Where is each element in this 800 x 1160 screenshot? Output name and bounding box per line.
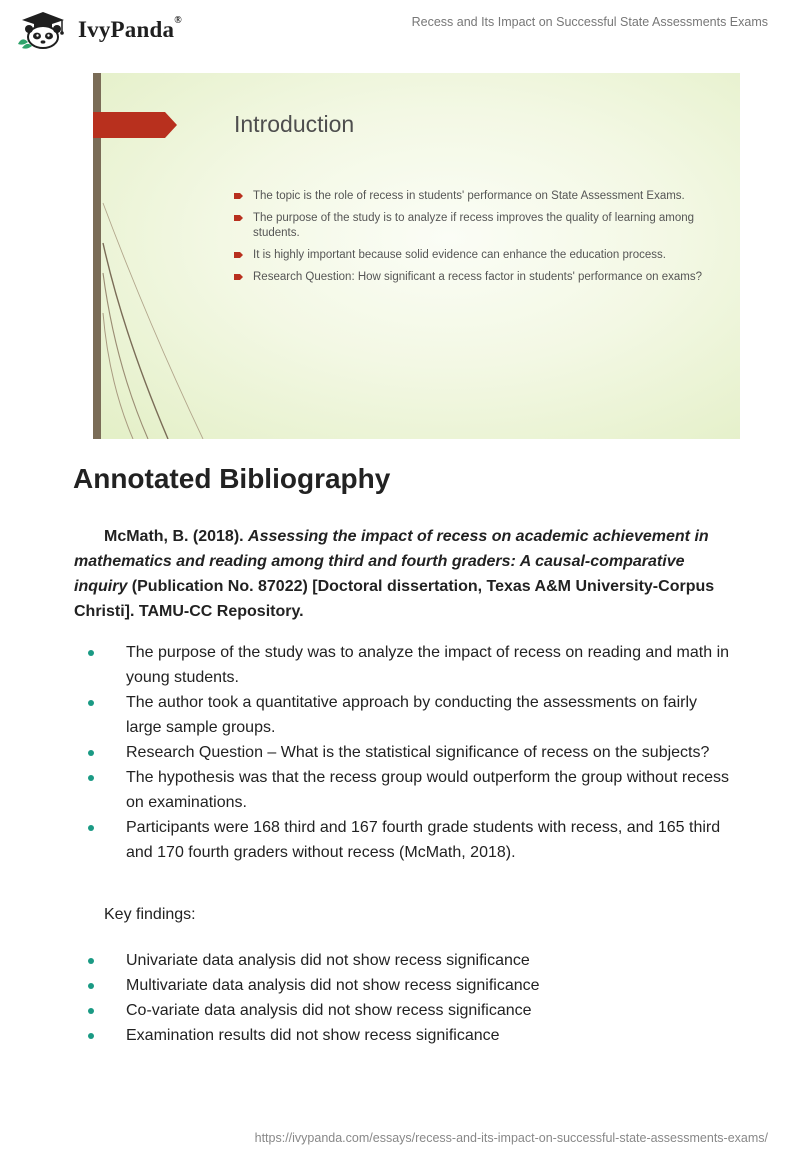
arrow-bullet-icon xyxy=(234,192,243,200)
section-heading: Annotated Bibliography xyxy=(73,463,391,494)
panda-graduate-icon xyxy=(14,10,72,50)
arrow-bullet-icon xyxy=(234,251,243,259)
list-item: Participants were 168 third and 167 fourth grade students with recess, and 165 third and 170 fourth graders without recess (McMath, 2018). xyxy=(74,815,734,865)
citation-publication: (Publication No. 87022) [Doctoral dissertation, Texas A&M University-Corpus Christi]. TAMU-CC Repository. xyxy=(74,578,715,620)
slide-bullet: The topic is the role of recess in students' performance on State Assessment Exams. xyxy=(234,189,704,204)
summary-list xyxy=(74,640,734,865)
slide-image xyxy=(93,73,740,439)
citation-title: Assessing the impact of recess on academic achievement in mathematics and reading among third and fourth graders: A causal-comparative inquiry xyxy=(74,528,709,595)
slide-bullet: The purpose of the study is to analyze if recess improves the quality of learning among students. xyxy=(234,211,704,241)
dot-bullet-icon xyxy=(88,958,94,964)
slide-bullet-list xyxy=(234,189,704,292)
list-item: The purpose of the study was to analyze the impact of recess on reading and math in young students. xyxy=(74,640,734,690)
slide-bullet: It is highly important because solid evidence can enhance the education process. xyxy=(234,248,704,263)
citation-authors: McMath, B. (2018). xyxy=(104,528,249,545)
document-title: Recess and Its Impact on Successful State Assessments Exams xyxy=(411,15,768,29)
slide-bullet: Research Question: How significant a recess factor in students' performance on exams? xyxy=(234,270,704,285)
slide-title: Introduction xyxy=(234,111,355,137)
list-item: The hypothesis was that the recess group would outperform the group without recess on examinations. xyxy=(74,765,734,815)
list-item: Univariate data analysis did not show recess significance xyxy=(74,948,734,973)
arrow-bullet-icon xyxy=(234,273,243,281)
dot-bullet-icon xyxy=(88,775,94,781)
page-header xyxy=(0,0,800,60)
list-item: Research Question – What is the statistical significance of recess on the subjects? xyxy=(74,740,734,765)
list-item: Examination results did not show recess significance xyxy=(74,1023,734,1048)
slide-arrow-banner xyxy=(93,112,177,138)
key-findings-list xyxy=(74,948,734,1048)
list-item: The author took a quantitative approach by conducting the assessments on fairly large sample groups. xyxy=(74,690,734,740)
dot-bullet-icon xyxy=(88,700,94,706)
dot-bullet-icon xyxy=(88,983,94,989)
dot-bullet-icon xyxy=(88,1008,94,1014)
list-item: Multivariate data analysis did not show recess significance xyxy=(74,973,734,998)
dot-bullet-icon xyxy=(88,1033,94,1039)
dot-bullet-icon xyxy=(88,650,94,656)
list-item: Co-variate data analysis did not show recess significance xyxy=(74,998,734,1023)
key-findings-label: Key findings: xyxy=(104,906,196,923)
ivypanda-logo[interactable] xyxy=(14,10,182,50)
dot-bullet-icon xyxy=(88,825,94,831)
citation xyxy=(74,524,734,624)
dot-bullet-icon xyxy=(88,750,94,756)
brand-name: IvyPanda® xyxy=(78,15,182,42)
arrow-bullet-icon xyxy=(234,214,243,222)
footer-url-link[interactable]: https://ivypanda.com/essays/recess-and-its-impact-on-successful-state-assessments-exams/ xyxy=(254,1131,768,1145)
